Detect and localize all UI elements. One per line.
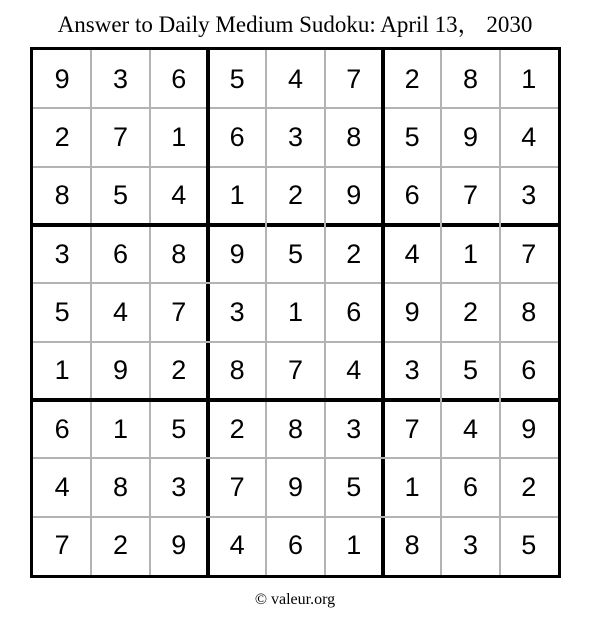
sudoku-cell-r2c7: 5 bbox=[404, 121, 420, 152]
sudoku-cell-r8c7: 1 bbox=[404, 471, 420, 502]
sudoku-cell-r2c8: 9 bbox=[462, 121, 478, 152]
sudoku-cell-r8c2: 8 bbox=[112, 471, 128, 502]
sudoku-cell-r2c9: 4 bbox=[521, 121, 537, 152]
sudoku-cell-r7c2: 1 bbox=[112, 413, 128, 444]
sudoku-cell-r8c6: 5 bbox=[346, 471, 362, 502]
sudoku-cell-r8c8: 6 bbox=[462, 471, 478, 502]
sudoku-cell-r6c8: 5 bbox=[462, 355, 478, 386]
sudoku-cell-r6c6: 4 bbox=[346, 355, 362, 386]
sudoku-cell-r9c4: 4 bbox=[229, 530, 245, 561]
sudoku-cell-r2c3: 1 bbox=[171, 121, 187, 152]
sudoku-cell-r1c6: 7 bbox=[346, 63, 362, 94]
sudoku-cell-r9c3: 9 bbox=[171, 530, 187, 561]
sudoku-cell-r5c8: 2 bbox=[462, 296, 478, 327]
sudoku-cell-r3c8: 7 bbox=[462, 180, 478, 211]
sudoku-cell-r1c5: 4 bbox=[287, 63, 303, 94]
sudoku-cell-r1c1: 9 bbox=[54, 63, 70, 94]
sudoku-cell-r7c1: 6 bbox=[54, 413, 70, 444]
sudoku-cell-r4c5: 5 bbox=[287, 238, 303, 269]
sudoku-cell-r5c1: 5 bbox=[54, 296, 70, 327]
sudoku-cell-r3c9: 3 bbox=[521, 180, 537, 211]
sudoku-cell-r6c1: 1 bbox=[54, 355, 70, 386]
sudoku-cell-r5c4: 3 bbox=[229, 296, 245, 327]
sudoku-cell-r6c4: 8 bbox=[229, 355, 245, 386]
sudoku-cell-r4c6: 2 bbox=[346, 238, 362, 269]
copyright-footer: © valeur.org bbox=[254, 591, 336, 608]
sudoku-cell-r8c3: 3 bbox=[171, 471, 187, 502]
sudoku-cell-r6c2: 9 bbox=[112, 355, 128, 386]
sudoku-cell-r7c7: 7 bbox=[404, 413, 420, 444]
sudoku-cell-r3c1: 8 bbox=[54, 180, 70, 211]
sudoku-cell-r9c9: 5 bbox=[521, 530, 537, 561]
sudoku-cell-r7c9: 9 bbox=[521, 413, 537, 444]
sudoku-cell-r2c2: 7 bbox=[112, 121, 128, 152]
sudoku-cell-r6c3: 2 bbox=[171, 355, 187, 386]
page-title: Answer to Daily Medium Sudoku: April 13， 2030 bbox=[57, 12, 533, 37]
sudoku-cell-r6c7: 3 bbox=[404, 355, 420, 386]
sudoku-cell-r3c5: 2 bbox=[287, 180, 303, 211]
sudoku-cell-r1c3: 6 bbox=[171, 63, 187, 94]
sudoku-cell-r3c2: 5 bbox=[112, 180, 128, 211]
sudoku-cell-r7c8: 4 bbox=[462, 413, 478, 444]
sudoku-cell-r3c6: 9 bbox=[346, 180, 362, 211]
sudoku-cell-r9c1: 7 bbox=[54, 530, 70, 561]
sudoku-cell-r7c3: 5 bbox=[171, 413, 187, 444]
sudoku-cell-r1c4: 5 bbox=[229, 63, 245, 94]
sudoku-cell-r3c7: 6 bbox=[404, 180, 420, 211]
sudoku-cell-r8c4: 7 bbox=[229, 471, 245, 502]
sudoku-cell-r4c7: 4 bbox=[404, 238, 420, 269]
sudoku-cell-r7c4: 2 bbox=[229, 413, 245, 444]
sudoku-cell-r5c6: 6 bbox=[346, 296, 362, 327]
sudoku-cell-r1c2: 3 bbox=[112, 63, 128, 94]
sudoku-cell-r5c5: 1 bbox=[287, 296, 303, 327]
sudoku-cell-r9c6: 1 bbox=[346, 530, 362, 561]
sudoku-cell-r3c4: 1 bbox=[229, 180, 245, 211]
sudoku-cell-r9c2: 2 bbox=[112, 530, 128, 561]
sudoku-cell-r6c9: 6 bbox=[521, 355, 537, 386]
sudoku-cell-r2c4: 6 bbox=[229, 121, 245, 152]
sudoku-cell-r5c7: 9 bbox=[404, 296, 420, 327]
sudoku-cell-r1c7: 2 bbox=[404, 63, 420, 94]
sudoku-cell-r4c9: 7 bbox=[521, 238, 537, 269]
sudoku-cell-r1c8: 8 bbox=[462, 63, 478, 94]
sudoku-cell-r4c1: 3 bbox=[54, 238, 70, 269]
sudoku-cell-r2c1: 2 bbox=[54, 121, 70, 152]
sudoku-cell-r5c2: 4 bbox=[112, 296, 128, 327]
sudoku-cell-r4c3: 8 bbox=[171, 238, 187, 269]
sudoku-cell-r9c8: 3 bbox=[462, 530, 478, 561]
sudoku-cell-r9c5: 6 bbox=[287, 530, 303, 561]
sudoku-cell-r1c9: 1 bbox=[521, 63, 537, 94]
sudoku-cell-r6c5: 7 bbox=[287, 355, 303, 386]
sudoku-cell-r3c3: 4 bbox=[171, 180, 187, 211]
sudoku-cell-r8c5: 9 bbox=[287, 471, 303, 502]
sudoku-cell-r2c5: 3 bbox=[287, 121, 303, 152]
sudoku-cell-r9c7: 8 bbox=[404, 530, 420, 561]
sudoku-cell-r8c1: 4 bbox=[54, 471, 70, 502]
sudoku-cell-r7c6: 3 bbox=[346, 413, 362, 444]
sudoku-cell-r2c6: 8 bbox=[346, 121, 362, 152]
sudoku-cell-r5c3: 7 bbox=[171, 296, 187, 327]
sudoku-cell-r7c5: 8 bbox=[287, 413, 303, 444]
sudoku-cell-r5c9: 8 bbox=[521, 296, 537, 327]
sudoku-cell-r8c9: 2 bbox=[521, 471, 537, 502]
sudoku-cell-r4c8: 1 bbox=[462, 238, 478, 269]
sudoku-cell-r4c4: 9 bbox=[229, 238, 245, 269]
sudoku-board bbox=[30, 47, 561, 578]
sudoku-cell-r4c2: 6 bbox=[112, 238, 128, 269]
